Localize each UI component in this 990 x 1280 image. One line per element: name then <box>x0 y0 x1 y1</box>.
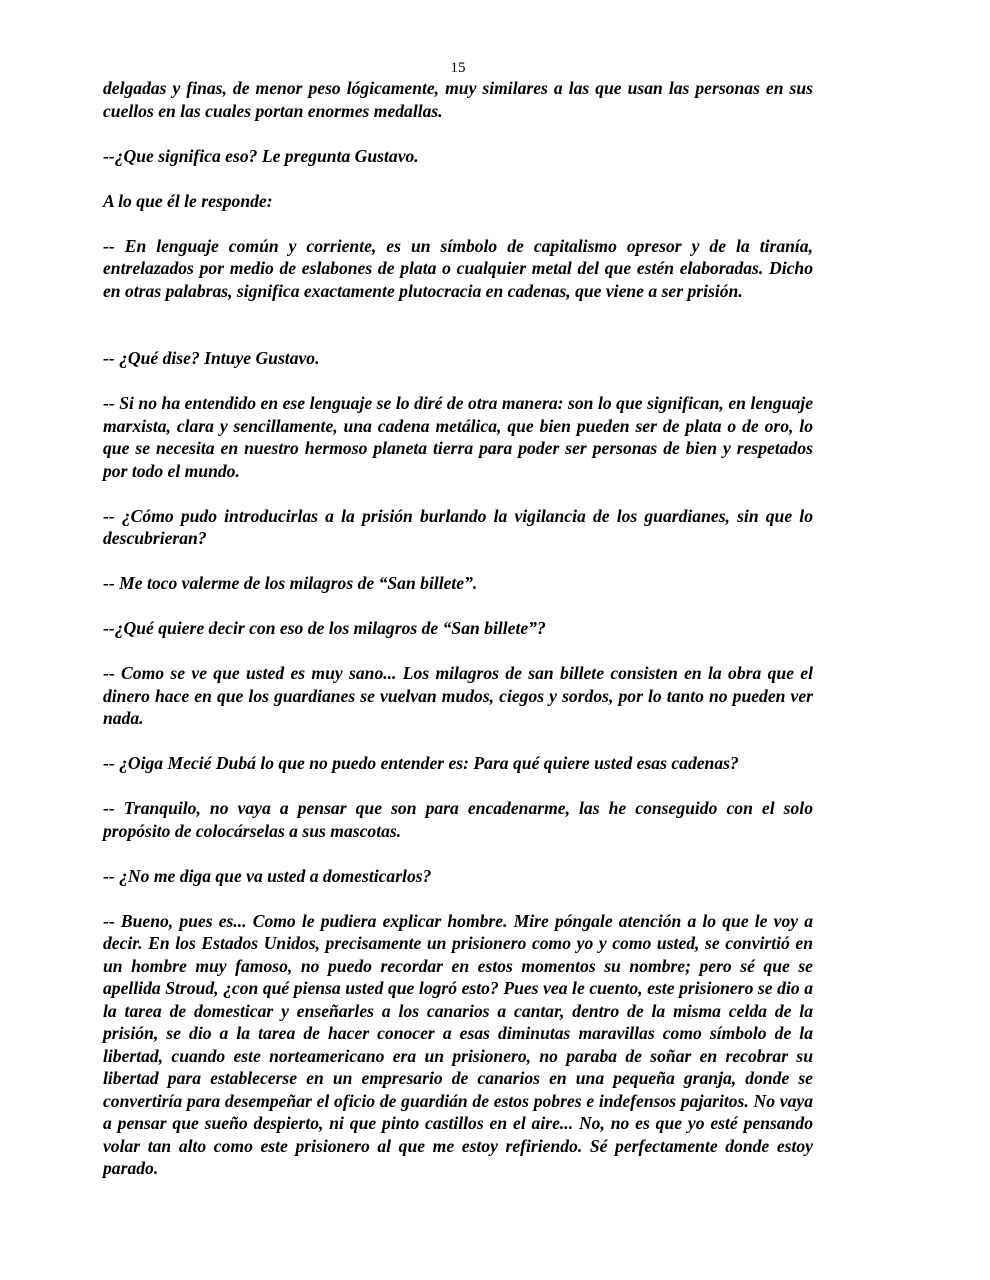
paragraph: --¿Qué quiere decir con eso de los milagros de “San billete”? <box>103 618 546 638</box>
paragraph: -- Me toco valerme de los milagros de “San billete”. <box>103 573 478 593</box>
paragraph: -- ¿No me diga que va usted a domesticarlos? <box>103 865 432 886</box>
paragraph: -- ¿Oiga Mecié Dubá lo que no puedo entender es: Para qué quiere usted esas cadenas? <box>103 753 739 773</box>
paragraph: -- ¿Cómo pudo introducirlas a la prisión burlando la vigilancia de los guardianes, sin que lo descubrieran? <box>103 505 813 548</box>
paragraph: --¿Que significa eso? Le pregunta Gustavo. <box>103 145 419 166</box>
page-number: 15 <box>450 60 466 76</box>
paragraph: -- En lenguaje común y corriente, es un símbolo de capitalismo opresor y de la tiranía, entrelazados por medio de eslabones de plata o cualquier metal del que estén elaboradas. Dicho en otras palabras, significa exactamente plutocracia en cadenas, que viene a ser prisión. <box>103 235 813 301</box>
paragraph: -- Bueno, pues es... Como le pudiera explicar hombre. Mire póngale atención a lo que le voy a decir. En los Estados Unidos, precisamente un prisionero como yo y como usted, se convirtió en un hombre muy famoso, no puedo recordar en estos momentos su nombre; pero sé que se apellida Stroud, ¿con qué piensa usted que logró esto? Pues vea le cuento, este prisionero se dio a la tarea de domesticar y enseñarles a los canarios a cantar, dentro de la misma celda de la prisión, se dio a la tarea de hacer conocer a esas diminutas maravillas como símbolo de la libertad, cuando este norteamericano era un prisionero, no paraba de soñar en recobrar su libertad para establecerse en un empresario de canarios en una pequeña granja, donde se convertiría para desempeñar el oficio de guardián de estos pobres e indefensos pajaritos. No vaya a pensar que sueño despierto, ni que pinto castillos en el aire... No, no es que yo esté pensando volar tan alto como este prisionero al que me estoy refiriendo. Sé perfectamente donde estoy parado. <box>103 910 813 1178</box>
body-text <box>103 77 813 1180</box>
paragraph: A lo que él le responde: <box>103 190 273 211</box>
paragraph: -- Como se ve que usted es muy sano... Los milagros de san billete consisten en la obra que el dinero hace en que los guardianes se vuelvan mudos, ciegos y sordos, por lo tanto no pueden ver nada. <box>103 663 813 728</box>
paragraph: -- ¿Qué dise? Intuye Gustavo. <box>103 348 320 368</box>
paragraph: delgadas y finas, de menor peso lógicamente, muy similares a las que usan las personas en sus cuellos en las cuales portan enormes medallas. <box>103 78 813 121</box>
paragraph: -- Tranquilo, no vaya a pensar que son para encadenarme, las he conseguido con el solo propósito de colocárselas a sus mascotas. <box>103 798 813 841</box>
paragraph: -- Si no ha entendido en ese lenguaje se lo diré de otra manera: son lo que significan, en lenguaje marxista, clara y sencillamente, una cadena metálica, que bien pueden ser de plata o de oro, lo que se necesita en nuestro hermoso planeta tierra para poder ser personas de bien y respetados por todo el mundo. <box>103 393 813 481</box>
